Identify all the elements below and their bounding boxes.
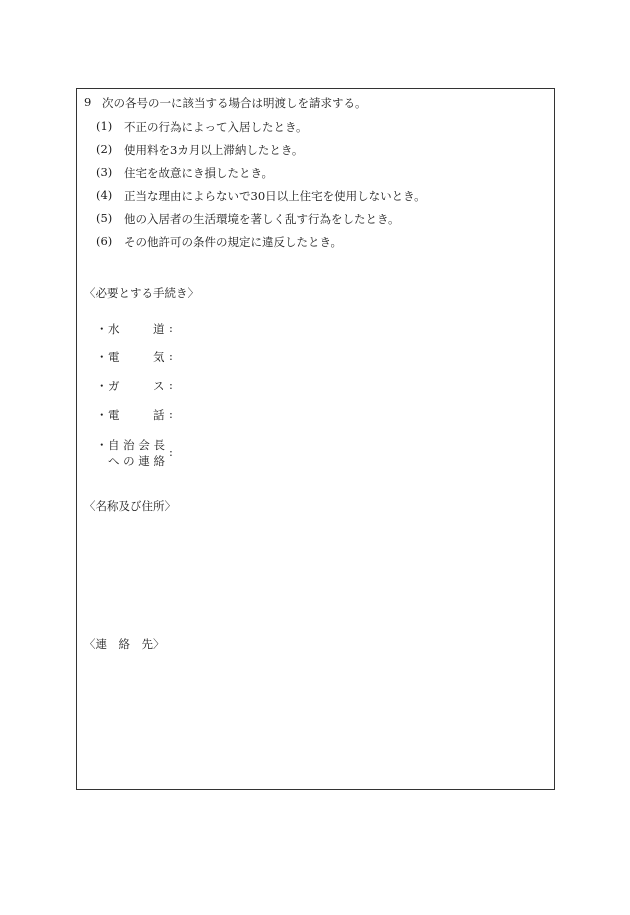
name-address-heading: 〈名称及び住所〉 xyxy=(84,499,176,513)
clause-text: 次の各号の一に該当する場合は明渡しを請求する。 xyxy=(102,96,367,110)
label-char: 道 xyxy=(153,322,165,336)
council-label-line2: へ の 連 絡 xyxy=(108,454,165,468)
bullet: ・ xyxy=(96,379,108,393)
item-number: (1) xyxy=(96,119,113,133)
colon: : xyxy=(169,378,173,392)
colon: : xyxy=(169,407,173,421)
item-text: 不正の行為によって入居したとき。 xyxy=(124,120,308,134)
item-text: 他の入居者の生活環境を著しく乱す行為をしたとき。 xyxy=(124,212,400,226)
procedures-heading: 〈必要とする手続き〉 xyxy=(84,286,199,300)
label-char: ス xyxy=(153,379,165,393)
item-number: (4) xyxy=(96,188,113,202)
bullet: ・ xyxy=(96,322,108,336)
label-char: 電 xyxy=(108,350,120,364)
label-char: 話 xyxy=(153,408,165,422)
clause-9 xyxy=(84,95,91,109)
label-char: ガ xyxy=(108,379,120,393)
item-text: その他許可の条件の規定に違反したとき。 xyxy=(124,235,343,249)
item-number: (5) xyxy=(96,211,113,225)
item-text: 使用料を3カ月以上滞納したとき。 xyxy=(124,143,304,157)
label-char: 気 xyxy=(153,350,165,364)
label-char: 電 xyxy=(108,408,120,422)
label-char: 水 xyxy=(108,322,120,336)
item-number: (6) xyxy=(96,234,113,248)
bullet: ・ xyxy=(96,408,108,422)
item-text: 住宅を故意にき損したとき。 xyxy=(124,166,274,180)
item-number: (2) xyxy=(96,142,113,156)
contact-heading: 〈連 絡 先〉 xyxy=(84,637,165,651)
colon: : xyxy=(169,445,173,459)
bullet: ・ xyxy=(96,350,108,364)
colon: : xyxy=(169,349,173,363)
colon: : xyxy=(169,321,173,335)
bullet: ・ xyxy=(96,438,108,452)
council-label-line1: 自 治 会 長 xyxy=(108,438,165,452)
clause-number: 9 xyxy=(84,95,92,109)
item-text: 正当な理由によらないで30日以上住宅を使用しないとき。 xyxy=(124,189,426,203)
item-number: (3) xyxy=(96,165,113,179)
